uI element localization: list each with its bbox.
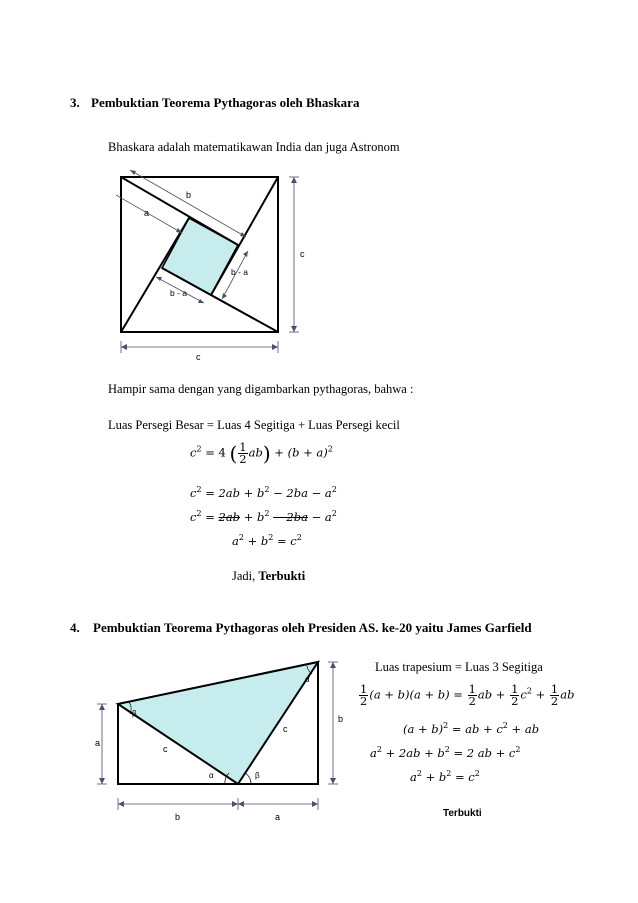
area-relation-line: Luas Persegi Besar = Luas 4 Segitiga + Luas Persegi kecil <box>108 418 400 432</box>
label-c-bottom: c <box>196 352 201 362</box>
label-b-bottom: b <box>175 812 181 822</box>
garfield-figure <box>95 652 350 832</box>
label-c-right: c <box>283 724 288 734</box>
inner-square <box>162 218 238 295</box>
cancelled-term: 2ab <box>218 510 241 524</box>
trapezoid-equation-1: $\frac{1}{2}$ (a + b)(a + b) = $\frac{1}{2}$ ab + $\frac{1}{2}$ $c^2$ + $\frac{1}{2}$ ab <box>360 682 575 708</box>
label-beta-left: β <box>132 709 137 718</box>
intro-text: Bhaskara adalah matematikawan India dan juga Astronom <box>108 140 400 154</box>
equation-3: $c^2 = 2ab + b^2 - 2ba - a^2$ <box>190 509 337 524</box>
equation-4: $a^2 + b^2 = c^2$ <box>232 533 302 548</box>
section-number: 4. <box>70 620 80 635</box>
bhaskara-figure <box>108 165 308 362</box>
equation-2: $c^2 = 2ab + b^2 - 2ba - a^2$ <box>190 485 337 500</box>
conclusion-3: Jadi, Terbukti <box>232 569 306 583</box>
section-title: Pembuktian Teorema Pythagoras oleh Bhaskara <box>91 95 360 110</box>
label-alpha-top: α <box>305 675 310 684</box>
label-a-left: a <box>95 738 101 748</box>
label-a: a <box>144 208 150 218</box>
label-b-minus-a-right: b - a <box>231 267 249 277</box>
label-beta-bottom: β <box>255 771 260 780</box>
label-alpha-bottom: α <box>209 771 214 780</box>
section-4-heading <box>70 620 532 636</box>
trapezoid-equation-2: $(a + b)^2$ = ab + $c^2$ + ab <box>403 721 540 736</box>
label-b: b <box>186 190 192 200</box>
label-c-left: c <box>163 744 168 754</box>
trapezoid-caption: Luas trapesium = Luas 3 Segitiga <box>375 660 543 674</box>
section-title: Pembuktian Teorema Pythagoras oleh Presiden AS. ke-20 yaitu James Garfield <box>93 620 532 635</box>
trapezoid-equation-4: $a^2 + b^2 = c^2$ <box>410 769 480 784</box>
central-triangle <box>118 662 318 784</box>
conclusion-4: Terbukti <box>443 808 482 819</box>
conclusion-bold: Terbukti <box>258 569 306 583</box>
label-c-right: c <box>300 249 305 259</box>
statement-line: Hampir sama dengan yang digambarkan pythagoras, bahwa : <box>108 382 414 396</box>
label-b-right: b <box>338 714 344 724</box>
equation-1: $c^2 = 4$ ( $\frac{1}{2}$ $ab) + (b + a)^2$ <box>190 440 333 466</box>
label-b-minus-a-bottom: b - a <box>170 288 188 298</box>
section-number: 3. <box>70 95 80 110</box>
trapezoid-equation-3: $a^2 + 2ab + b^2 = 2$ ab + $c^2$ <box>370 745 521 760</box>
section-3-heading <box>70 95 359 111</box>
cancelled-term: − 2ba <box>273 510 308 524</box>
label-a-bottom: a <box>275 812 281 822</box>
